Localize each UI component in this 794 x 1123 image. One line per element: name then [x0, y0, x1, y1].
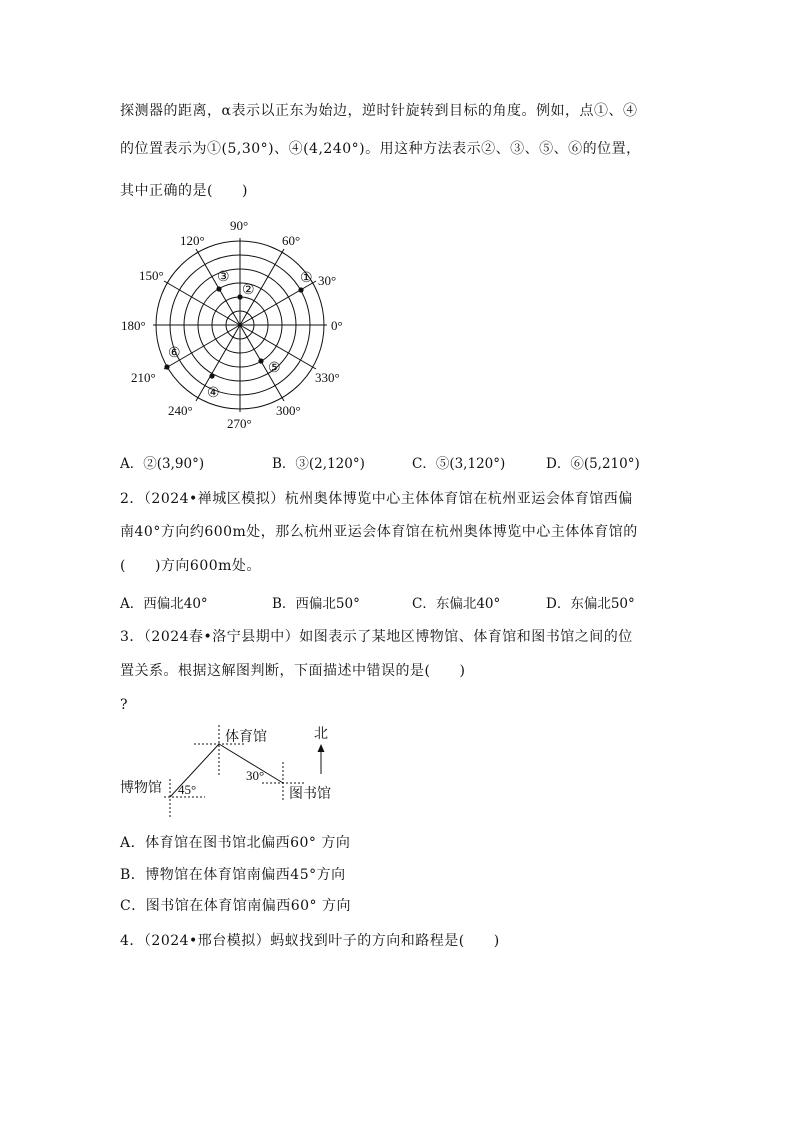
angle-label-30: 30°	[318, 273, 337, 288]
angle-label-330: 330°	[315, 370, 340, 385]
label-library: 图书馆	[289, 787, 331, 802]
point-1	[298, 287, 303, 292]
q2-option-a[interactable]: A．西偏北40°	[120, 596, 208, 612]
point-4	[209, 373, 214, 378]
q1-option-c[interactable]: C．⑤(3,120°)	[412, 456, 506, 472]
angle-label-210: 210°	[131, 370, 156, 385]
label-angle-45: 45°	[178, 782, 197, 797]
label-angle-30: 30°	[246, 768, 265, 783]
q3-mark: ?	[120, 697, 129, 713]
angle-label-180: 180°	[121, 318, 146, 333]
q2-option-b[interactable]: B．西偏北50°	[272, 596, 360, 612]
q2-line-3: ( )方向600m处。	[120, 558, 261, 574]
intro-line-3: 其中正确的是( )	[120, 183, 248, 199]
q3-line-2: 置关系。根据这解图判断，下面描述中错误的是( )	[120, 663, 466, 679]
q3-option-b[interactable]: B．博物馆在体育馆南偏西45°方向	[120, 867, 346, 883]
point-label-1: ①	[300, 271, 313, 286]
point-3	[216, 286, 221, 291]
q2-option-d[interactable]: D．东偏北50°	[546, 596, 635, 612]
label-north: 北	[314, 727, 328, 742]
angle-label-90: 90°	[230, 218, 249, 233]
point-label-3: ③	[217, 270, 230, 285]
angle-label-300: 300°	[276, 403, 301, 418]
q2-line-2: 南40°方向约600m处，那么杭州亚运会体育馆在杭州奥体博览中心主体体育馆的	[120, 524, 638, 540]
angle-label-150: 150°	[139, 268, 164, 283]
polar-diagram	[120, 212, 370, 437]
angle-label-120: 120°	[180, 233, 205, 248]
point-label-4: ④	[207, 386, 220, 401]
q1-option-b[interactable]: B．③(2,120°)	[272, 456, 365, 472]
q3-option-a[interactable]: A．体育馆在图书馆北偏西60° 方向	[120, 835, 351, 851]
point-6	[164, 364, 169, 369]
north-arrow-head	[318, 744, 325, 752]
q2-option-c[interactable]: C．东偏北40°	[412, 596, 501, 612]
point-label-5: ⑤	[268, 361, 281, 376]
q4-line-1: 4．（2024•邢台模拟）蚂蚁找到叶子的方向和路程是( )	[120, 933, 500, 949]
point-label-2: ②	[242, 283, 255, 298]
angle-label-60: 60°	[282, 233, 301, 248]
point-label-6: ⑥	[168, 346, 181, 361]
label-museum: 博物馆	[120, 781, 162, 796]
polar-axis-150	[164, 281, 240, 325]
angle-label-0: 0°	[331, 318, 343, 333]
q2-line-1: 2．（2024•禅城区模拟）杭州奥体博览中心主体体育馆在杭州亚运会体育馆西偏	[120, 491, 633, 507]
q1-option-a[interactable]: A．②(3,90°)	[120, 456, 205, 472]
label-gym: 体育馆	[225, 730, 267, 745]
angle-label-270: 270°	[227, 416, 252, 431]
intro-line-1: 探测器的距离，α表示以正东为始边，逆时针旋转到目标的角度。例如，点①、④	[120, 103, 638, 119]
point-5	[258, 358, 263, 363]
q1-option-d[interactable]: D．⑥(5,210°)	[546, 456, 640, 472]
angle-label-240: 240°	[168, 403, 193, 418]
q3-option-c[interactable]: C．图书馆在体育馆南偏西60° 方向	[120, 898, 351, 914]
q3-line-1: 3．（2024春•洛宁县期中）如图表示了某地区博物馆、体育馆和图书馆之间的位	[120, 629, 633, 645]
intro-line-2: 的位置表示为①(5,30°)、④(4,240°)。用这种方法表示②、③、⑤、⑥的位置，	[120, 141, 641, 157]
location-diagram	[118, 718, 348, 822]
